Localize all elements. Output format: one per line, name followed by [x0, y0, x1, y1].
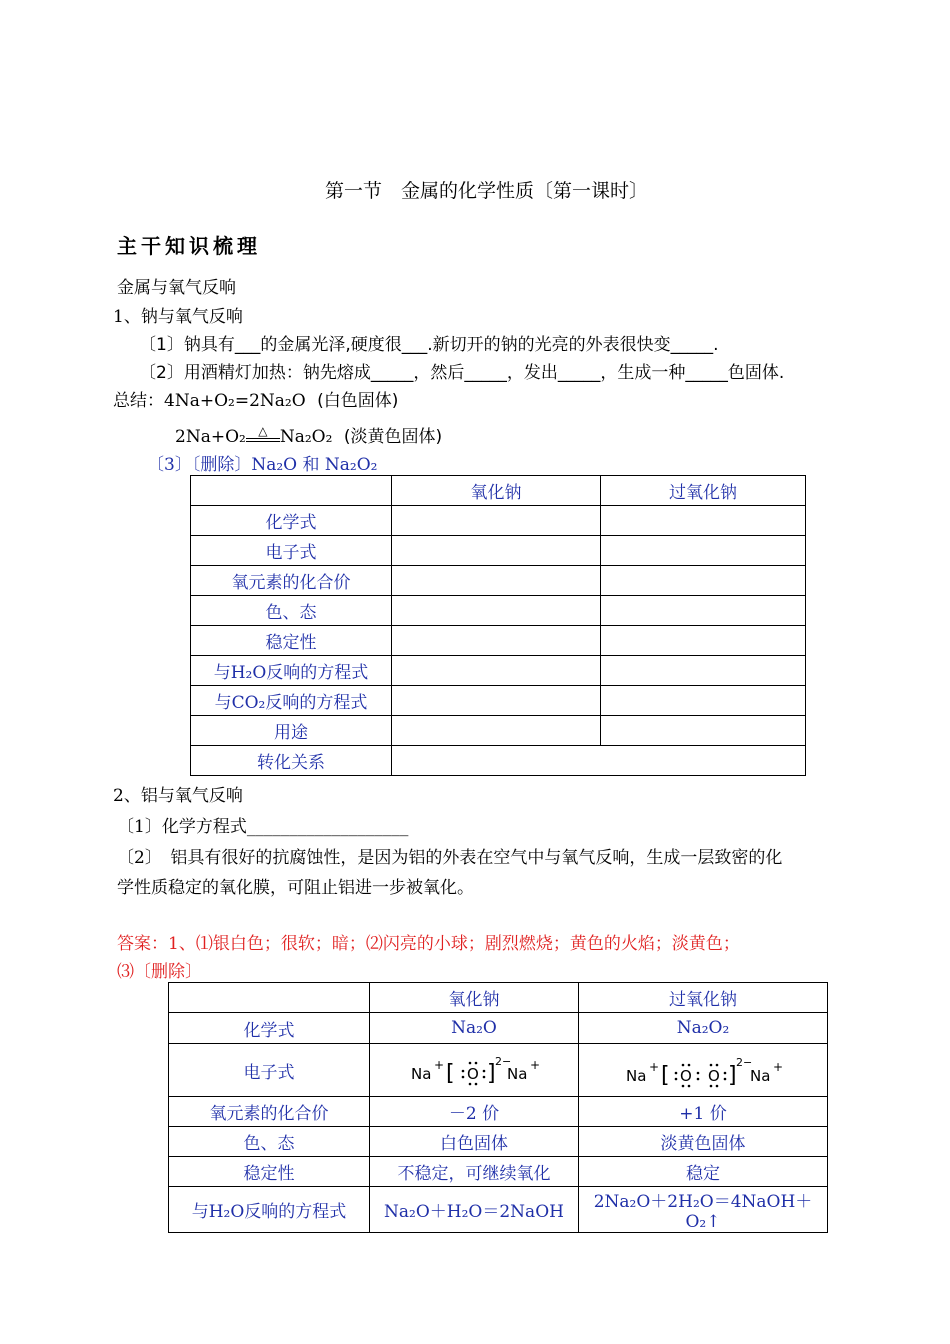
row-label: 色、态	[169, 1127, 370, 1157]
valence-na2o2: +1 价	[579, 1097, 828, 1127]
s2-heading: 2、铝与氧气反响	[113, 786, 243, 806]
blank-cell[interactable]	[601, 716, 806, 746]
row-label: 转化关系	[191, 746, 392, 776]
summary-eq1: 4Na+O₂=2Na₂O	[164, 391, 306, 411]
blank-cell[interactable]	[601, 656, 806, 686]
na-symbol: Na	[411, 1065, 432, 1083]
table-header-cell: 氧化钠	[392, 476, 601, 506]
water-eq-na2o: Na₂O＋H₂O＝2NaOH	[370, 1187, 579, 1233]
row-label: 与H₂O反响的方程式	[191, 656, 392, 686]
equals-arrow	[246, 424, 280, 442]
comparison-table-answers	[168, 982, 828, 1233]
row-label: 稳定性	[191, 626, 392, 656]
row-label: 化学式	[169, 1013, 370, 1044]
table-header-row	[169, 983, 828, 1013]
table-header-row	[191, 476, 806, 506]
answer-line1: 答案：1、⑴银白色；很软；暗；⑵闪亮的小球；剧烈燃烧；黄色的火焰；淡黄色；	[117, 934, 740, 954]
left-bracket: [	[661, 1063, 670, 1088]
heat-condition: △	[258, 424, 268, 438]
table-row	[191, 716, 806, 746]
blank-cell[interactable]	[601, 536, 806, 566]
summary-eq1-note: (白色固体)	[317, 391, 399, 411]
oxygen-symbol: O	[467, 1065, 479, 1083]
ion-charge: 2−	[736, 1056, 753, 1069]
table-row	[169, 1097, 828, 1127]
table-row	[169, 1013, 828, 1044]
table-row	[191, 656, 806, 686]
table-row	[191, 626, 806, 656]
row-label: 与H₂O反响的方程式	[169, 1187, 370, 1233]
blank-cell[interactable]	[392, 626, 601, 656]
table-header-cell: 氧化钠	[370, 983, 579, 1013]
na-charge: +	[649, 1060, 660, 1074]
blank-cell[interactable]	[392, 506, 601, 536]
stability-na2o: 不稳定，可继续氧化	[370, 1157, 579, 1187]
s1-item3: 〔3〕〔删除〕Na₂O 和 Na₂O₂	[147, 455, 378, 475]
summary-eq2-right: Na₂O₂	[279, 427, 333, 447]
row-label: 与CO₂反响的方程式	[191, 686, 392, 716]
summary-eq2	[175, 422, 442, 447]
na-charge: +	[530, 1058, 541, 1072]
summary-label: 总结：	[113, 391, 164, 411]
table-header-cell	[169, 983, 370, 1013]
blank-cell[interactable]	[392, 686, 601, 716]
section-heading: 主干知识梳理	[117, 234, 261, 258]
blank-cell[interactable]	[392, 536, 601, 566]
electron-formula-na2o	[370, 1044, 579, 1097]
table-row	[191, 566, 806, 596]
ion-charge: 2−	[495, 1055, 512, 1068]
summary-line	[113, 386, 398, 411]
blank-cell[interactable]	[601, 566, 806, 596]
blank-cell[interactable]	[601, 506, 806, 536]
table-row	[169, 1044, 828, 1097]
blank-cell[interactable]	[392, 716, 601, 746]
blank-cell[interactable]	[601, 626, 806, 656]
valence-na2o: －2 价	[370, 1097, 579, 1127]
table-row	[191, 536, 806, 566]
row-label: 电子式	[169, 1044, 370, 1097]
table-row	[191, 746, 806, 776]
table-header-cell: 过氧化钠	[601, 476, 806, 506]
table-row	[191, 596, 806, 626]
table-row	[191, 686, 806, 716]
table-header-cell: 过氧化钠	[579, 983, 828, 1013]
blank-cell[interactable]	[392, 656, 601, 686]
na-charge: +	[434, 1058, 445, 1072]
summary-eq2-note: (淡黄色固体)	[343, 427, 443, 447]
oxygen-symbol: O	[680, 1067, 692, 1085]
oxygen-symbol: O	[708, 1067, 720, 1085]
s2-item2-line1: 〔2〕 铝具有很好的抗腐蚀性，是因为铝的外表在空气中与氧气反响，生成一层致密的化	[117, 848, 783, 868]
s1-line2: 〔2〕用酒精灯加热：钠先熔成_____，然后_____，发出_____，生成一种_____色固体.	[139, 363, 785, 383]
water-eq-na2o2: 2Na₂O＋2H₂O＝4NaOH＋O₂↑	[579, 1187, 828, 1233]
table-row	[191, 506, 806, 536]
s1-heading: 1、钠与氧气反响	[113, 307, 243, 327]
table-row	[169, 1127, 828, 1157]
electron-dot-na2o-diagram	[409, 1049, 539, 1091]
na-charge: +	[773, 1060, 784, 1074]
left-bracket: [	[446, 1061, 455, 1086]
blank-cell[interactable]	[392, 596, 601, 626]
row-label: 化学式	[191, 506, 392, 536]
row-label: 电子式	[191, 536, 392, 566]
na-symbol: Na	[750, 1067, 771, 1085]
formula-na2o: Na₂O	[370, 1013, 579, 1044]
color-na2o2: 淡黄色固体	[579, 1127, 828, 1157]
right-bracket: ]	[487, 1061, 496, 1086]
blank-cell[interactable]	[392, 746, 806, 776]
intro-text: 金属与氧气反响	[117, 278, 236, 298]
s2-item1: 〔1〕化学方程式___________________	[117, 817, 409, 837]
summary-eq2-left: 2Na+O₂	[175, 427, 246, 447]
formula-na2o2: Na₂O₂	[579, 1013, 828, 1044]
blank-cell[interactable]	[601, 686, 806, 716]
s1-line1: 〔1〕钠具有___的金属光泽,硬度很___.新切开的钠的光亮的外表很快变_____.	[139, 335, 719, 355]
page-title: 第一节 金属的化学性质〔第一课时〕	[325, 180, 649, 202]
na-symbol: Na	[626, 1067, 647, 1085]
row-label: 氧元素的化合价	[191, 566, 392, 596]
table-row	[169, 1187, 828, 1233]
row-label: 用途	[191, 716, 392, 746]
na-symbol: Na	[507, 1065, 528, 1083]
comparison-table-blank	[190, 475, 806, 776]
blank-cell[interactable]	[601, 596, 806, 626]
color-na2o: 白色固体	[370, 1127, 579, 1157]
right-bracket: ]	[728, 1063, 737, 1088]
row-label: 氧元素的化合价	[169, 1097, 370, 1127]
s2-item2-line2: 学性质稳定的氧化膜，可阻止铝进一步被氧化。	[117, 878, 474, 898]
table-row	[169, 1157, 828, 1187]
answer-line2: ⑶〔删除〕	[117, 962, 202, 982]
table-header-cell	[191, 476, 392, 506]
electron-formula-na2o2	[579, 1044, 828, 1097]
row-label: 色、态	[191, 596, 392, 626]
blank-cell[interactable]	[392, 566, 601, 596]
stability-na2o2: 稳定	[579, 1157, 828, 1187]
row-label: 稳定性	[169, 1157, 370, 1187]
electron-dot-na2o2-diagram	[624, 1049, 782, 1091]
